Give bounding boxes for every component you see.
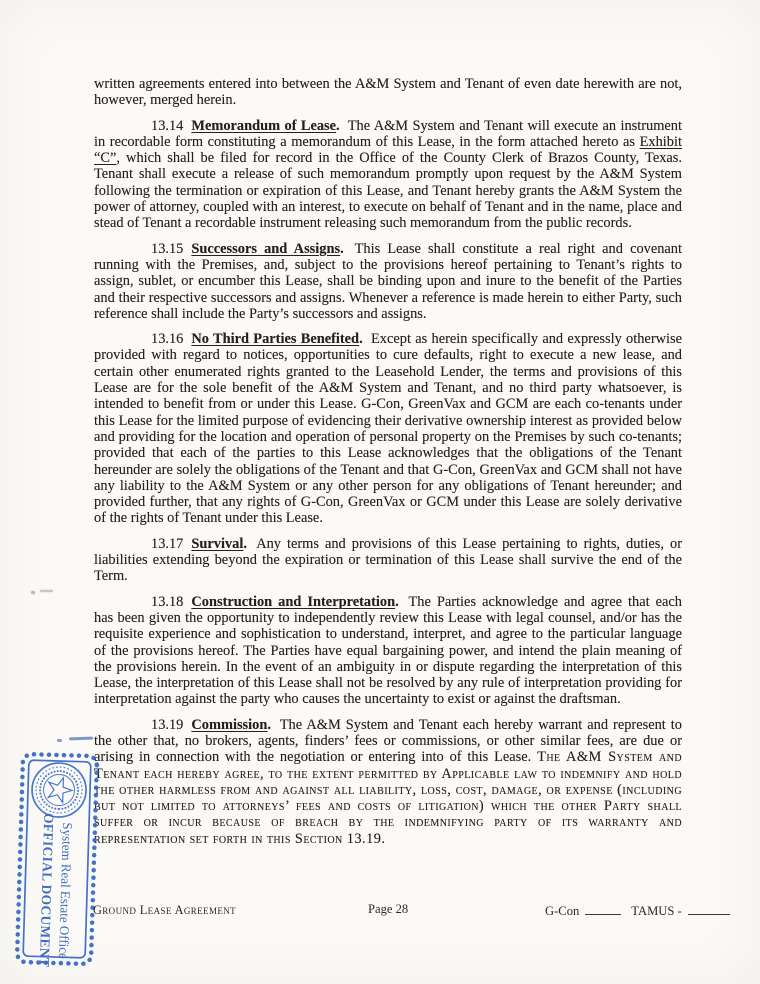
section-paragraph-13.14 — [94, 118, 682, 232]
paragraph-continuation: written agreements entered into between the A&M System and Tenant of even date herewith are not, however, merged herein. — [94, 76, 682, 109]
section-body-text: This Lease shall constitute a real right and covenant running with the Premises, and, subject to the provisions hereof pertaining to Tenant’s rights to assign, sublet, or encumber this Lease, shall be binding upon and inure to the benefit of the Parties and their respective successors and assigns. Whenever a reference is made herein to either Party, such reference shall include the Party’s successors and assigns. — [94, 240, 683, 322]
section-body-text: The Parties acknowledge and agree that each has been given the opportunity to independently review this Lease with legal counsel, and/or has the requisite experience and sophistication to understand, interpret, and agree to the particular language of the provisions hereof. The Parties have equal bargaining power, and intend the plain meaning of the provisions herein. In the event of an ambiguity in or dispute regarding the interpretation of this Lease, the interpretation of this Lease shall not be resolved by any rule of interpretation providing for interpretation against the party who causes the uncertainty to exist or against the draftsman. — [94, 593, 682, 708]
section-number: 13.16 — [151, 331, 184, 348]
section-number: 13.14 — [151, 117, 184, 134]
scan-artifact-dot — [31, 591, 35, 594]
section-body-text: Except as herein specifically and expressly otherwise provided with regard to notices, opportunities to cure defaults, right to execute a new lease, and certain other enumerated rights granted to the Leasehold Lender, the terms and provisions of this Lease are for the sole benefit of the A&M System and Tenant, and no third party whatsoever, is intended to benefit from or under this Lease. G-Con, GreenVax and GCM are each co-tenants under this Lease for the limited purpose of evidencing their derivative ownership interest as provided below and providing for the location and operation of personal property on the Premises by such co-tenants; provided that each of the parties to this Lease acknowledges that the obligations of the Tenant hereunder are solely the obligations of the Tenant and that G-Con, GreenVax and GCM shall not have any liability to the A&M System or any other person for any obligations of Tenant hereunder; and provided further, that any rights of G-Con, GreenVax or GCM under this Lease are solely derivative of the rights of Tenant under this Lease. — [94, 331, 682, 527]
university-system-seal-icon — [31, 762, 87, 818]
official-stamp — [14, 751, 100, 967]
footer-document-title: Ground Lease Agreement — [93, 903, 237, 917]
section-paragraph-13.18 — [94, 594, 682, 708]
section-title: Commission — [191, 716, 268, 733]
stamp-official-document-label: OFFICIAL DOCUMENT — [37, 812, 57, 968]
sections — [94, 118, 682, 847]
section-paragraph-13.15 — [94, 241, 682, 322]
section-title: Construction and Interpretation — [191, 593, 396, 610]
stamp-office-name: System Real Estate Office — [56, 822, 76, 960]
document-body — [94, 76, 682, 856]
section-title: No Third Parties Benefited — [191, 331, 360, 348]
section-title-period: . — [336, 117, 340, 134]
footer-gcon-label: G-Con — [545, 904, 580, 918]
section-title-period: . — [340, 240, 344, 257]
section-paragraph-13.16 — [94, 331, 682, 527]
pen-mark-dot — [57, 739, 62, 742]
section-number: 13.18 — [151, 593, 184, 610]
section-paragraph-13.19 — [94, 717, 682, 847]
section-number: 13.17 — [151, 535, 184, 552]
tamus-initial-blank — [688, 902, 730, 915]
section-title-period: . — [359, 331, 363, 348]
section-number: 13.19 — [151, 716, 184, 733]
footer-page-number: Page 28 — [368, 902, 409, 916]
scan-artifact-dash — [40, 590, 53, 592]
indemnity-smallcaps-text: The A&M System and Tenant each hereby agree, to the extent permitted by Applicable law to indemnify and hold the other harmless from and against all liability, loss, cost, damage, or expense (including but not limited to attorneys’ fees and costs of litigation) which the other Party shall suffer or incur because of breach by the indemnifying party of its warranty and representation set forth in this Section 13.19. — [94, 749, 682, 847]
section-number: 13.15 — [151, 240, 184, 257]
section-title: Survival — [191, 535, 244, 552]
section-body-text: , which shall be filed for record in the Office of the County Clerk of Brazos County, Texas. Tenant shall execute a release of such memorandum promptly upon request by the A&M System following the termination or expiration of this Lease, and Tenant hereby grants the A&M System the power of attorney, coupled with an interest, to execute on behalf of Tenant and in the name, place and stead of Tenant a recordable instrument releasing such memorandum from the public records. — [94, 150, 682, 232]
section-title: Successors and Assigns — [191, 240, 341, 257]
section-body-text: The A&M System and Tenant will execute an instrument in recordable form constituting a memorandum of this Lease, in the form attached hereto as — [94, 117, 683, 150]
gcon-initial-blank — [585, 902, 621, 915]
exhibit-reference: Exhibit “C” — [94, 133, 682, 167]
footer-tamus-label: TAMUS - — [631, 904, 682, 918]
section-body-text: Any terms and provisions of this Lease pertaining to rights, duties, or liabilities extending beyond the expiration or termination of this Lease shall survive the end of the Term. — [94, 535, 682, 585]
stamp-text — [22, 812, 90, 968]
section-title-period: . — [243, 535, 247, 552]
section-body-text: The A&M System and Tenant each hereby warrant and represent to the other that, no brokers, agents, finders’ fees or commissions, or other similar fees, are due or arising in connection with the negotiation or entering into of this Lease. — [94, 716, 682, 766]
section-title-period: . — [267, 716, 271, 733]
footer-initial-blanks — [545, 902, 730, 919]
section-paragraph-13.17 — [94, 536, 682, 585]
pen-mark-dash — [69, 737, 93, 741]
section-title: Memorandum of Lease — [191, 117, 337, 134]
section-title-period: . — [395, 593, 399, 610]
